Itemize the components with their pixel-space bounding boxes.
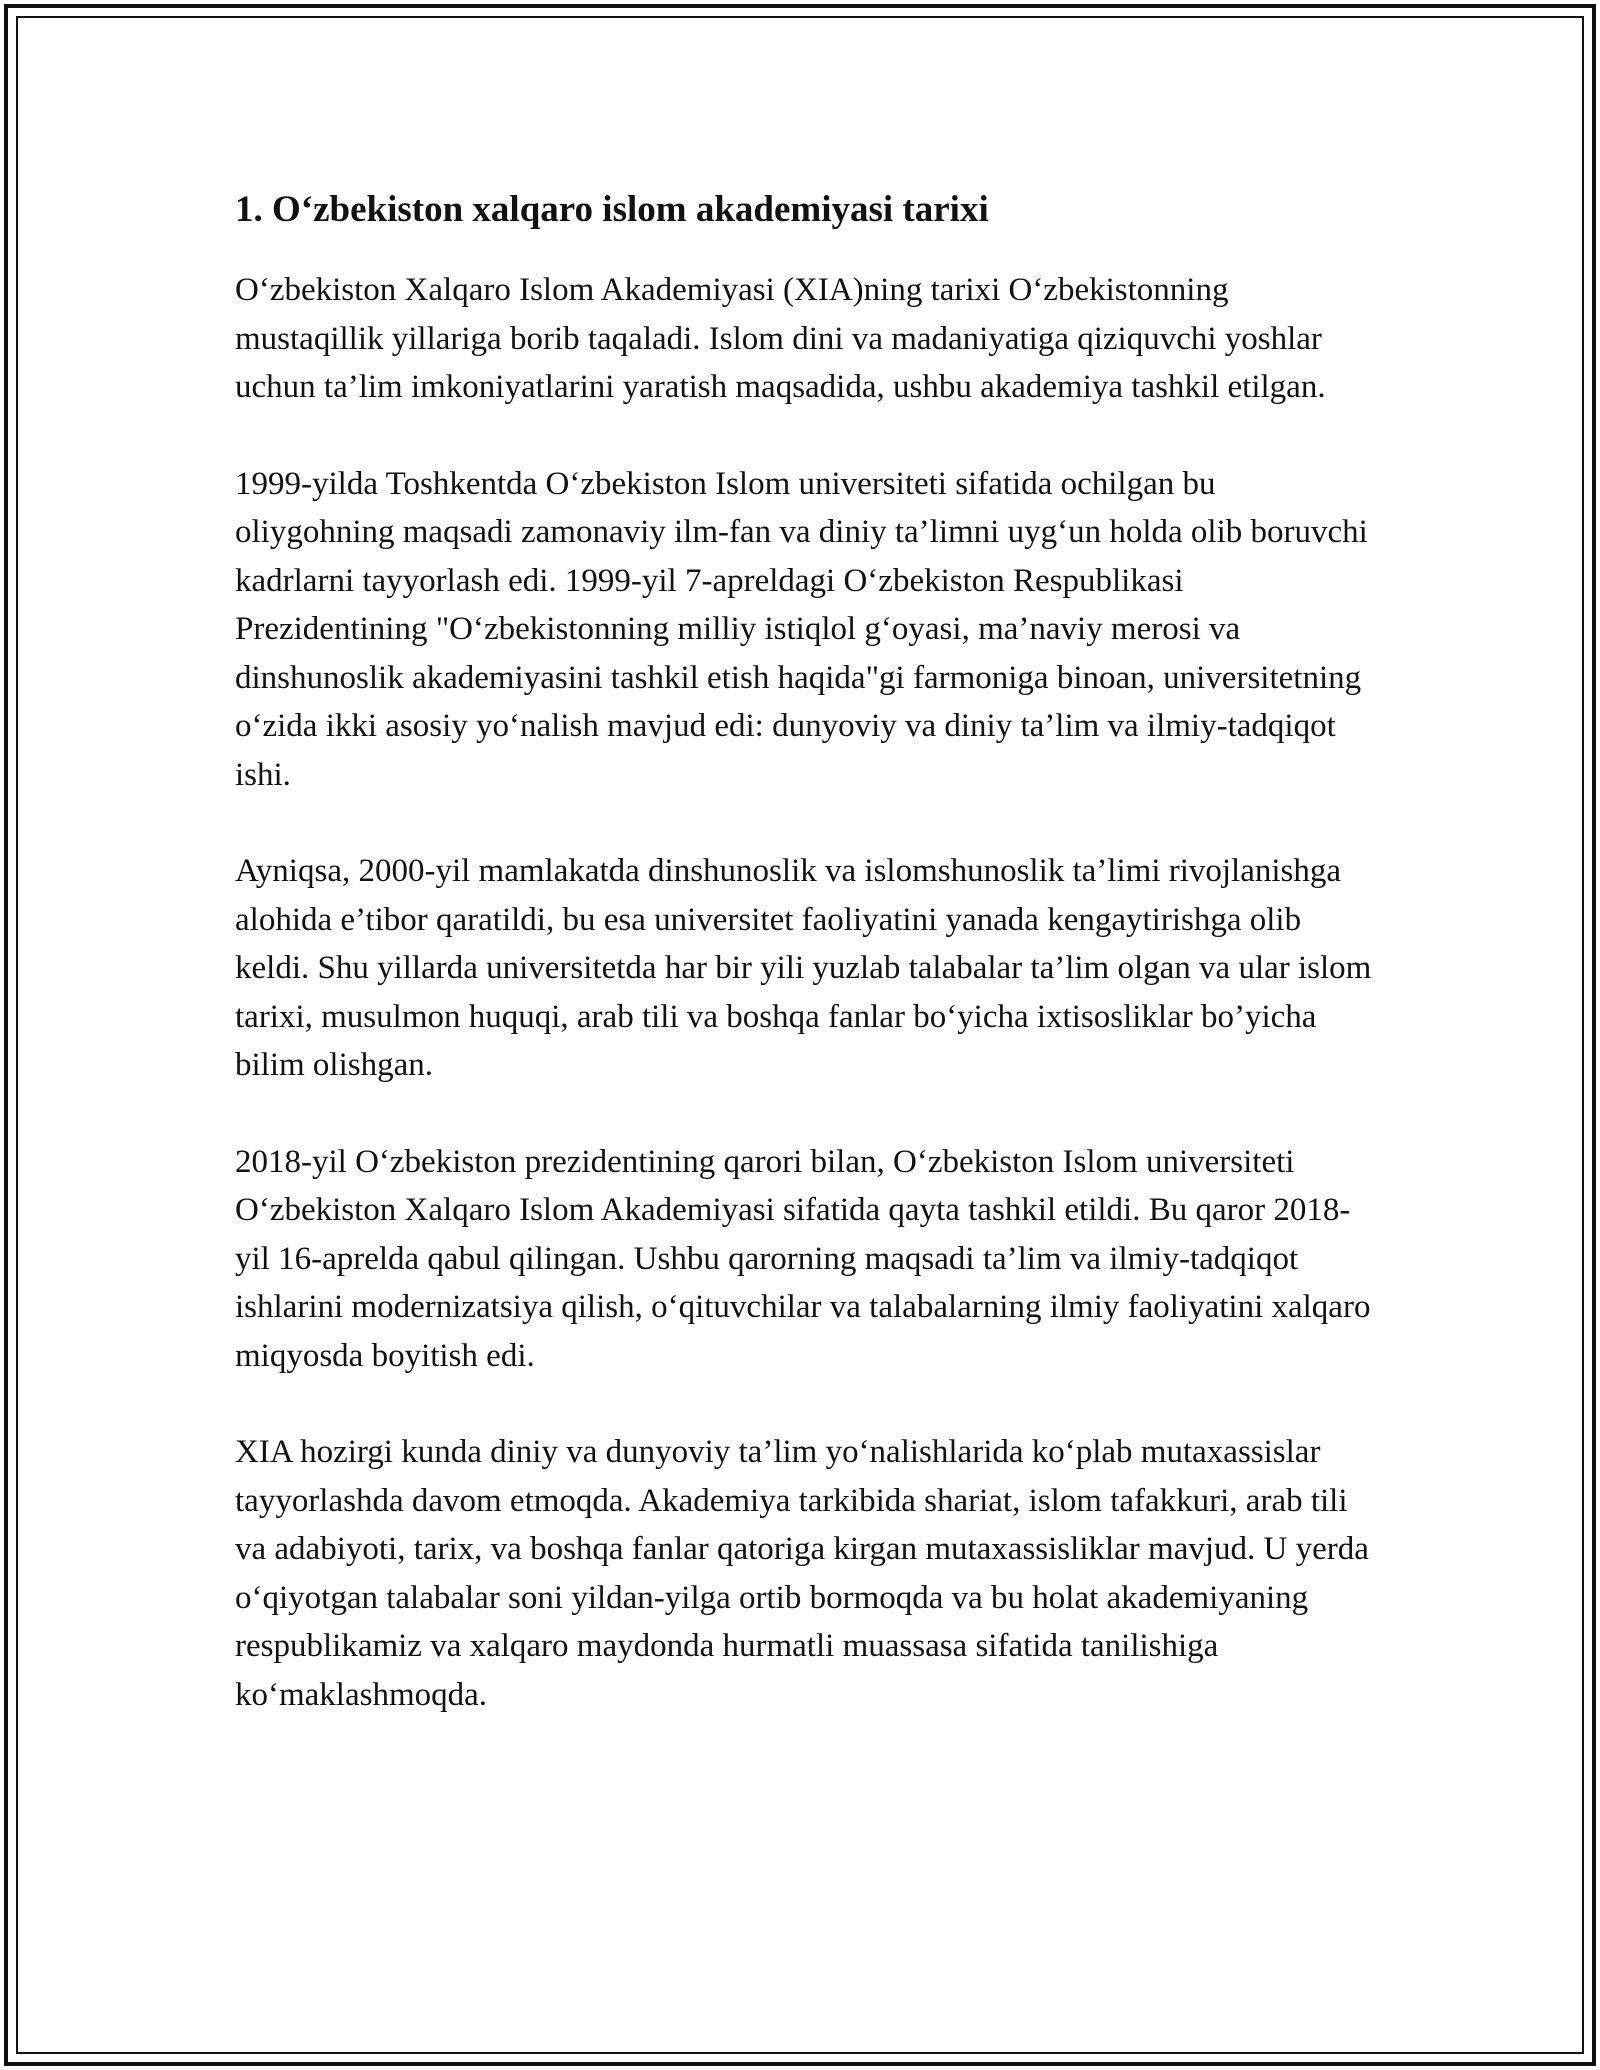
paragraph-1: O‘zbekiston Xalqaro Islom Akademiyasi (XIA)ning tarixi O‘zbekistonning mustaqillik yillariga borib taqaladi. Islom dini va madaniyatiga qiziquvchi yoshlar uchun ta’lim imkoniyatlarini yaratish maqsadida, ushbu akademiya tashkil etilgan. — [235, 272, 1326, 405]
paragraph-5: XIA hozirgi kunda diniy va dunyoviy ta’lim yo‘nalishlarida ko‘plab mutaxassislar tayyorlashda davom etmoqda. Akademiya tarkibida shariat, islom tafakkuri, arab tili va adabiyoti, tarix, va boshqa fanlar qatoriga kirgan mutaxassisliklar mavjud. U yerda o‘qiyotgan talabalar soni yildan-yilga ortib bormoqda va bu holat akademiyaning respublikamiz va xalqaro maydonda hurmatli muassasa sifatida tanilishiga ko‘maklashmoqda. — [235, 1434, 1369, 1713]
paragraph-4: 2018-yil O‘zbekiston prezidentining qarori bilan, O‘zbekiston Islom universiteti O‘zbekiston Xalqaro Islom Akademiyasi sifatida qayta tashkil etildi. Bu qaror 2018-yil 16-aprelda qabul qilingan. Ushbu qarorning maqsadi ta’lim va ilmiy-tadqiqot ishlarini modernizatsiya qilish, o‘qituvchilar va talabalarning ilmiy faoliyatini xalqaro miqyosda boyitish edi. — [235, 1143, 1371, 1374]
paragraph-3: Ayniqsa, 2000-yil mamlakatda dinshunoslik va islomshunoslik ta’limi rivojlanishga alohida e’tibor qaratildi, bu esa universitet faoliyatini yanada kengaytirishga olib keldi. Shu yillarda universitetda har bir yili yuzlab talabalar ta’lim olgan va ular islom tarixi, musulmon huquqi, arab tili va boshqa fanlar bo‘yicha ixtisosliklar bo’yicha bilim olishgan. — [235, 853, 1372, 1083]
paragraph-2: 1999-yilda Toshkentda O‘zbekiston Islom universiteti sifatida ochilgan bu oliygohning maqsadi zamonaviy ilm-fan va diniy ta’limni uyg‘un holda olib boruvchi kadrlarni tayyorlash edi. 1999-yil 7-apreldagi O‘zbekiston Respublikasi Prezidentining "O‘zbekistonning milliy istiqlol g‘oyasi, ma’naviy merosi va dinshunoslik akademiyasini tashkil etish haqida"gi farmoniga binoan, universitetning o‘zida ikki asosiy yo‘nalish mavjud edi: dunyoviy va diniy ta’lim va ilmiy-tadqiqot ishi. — [235, 465, 1368, 793]
document-body — [235, 186, 1375, 1767]
section-heading: 1. O‘zbekiston xalqaro islom akademiyasi tarixi — [235, 189, 989, 230]
